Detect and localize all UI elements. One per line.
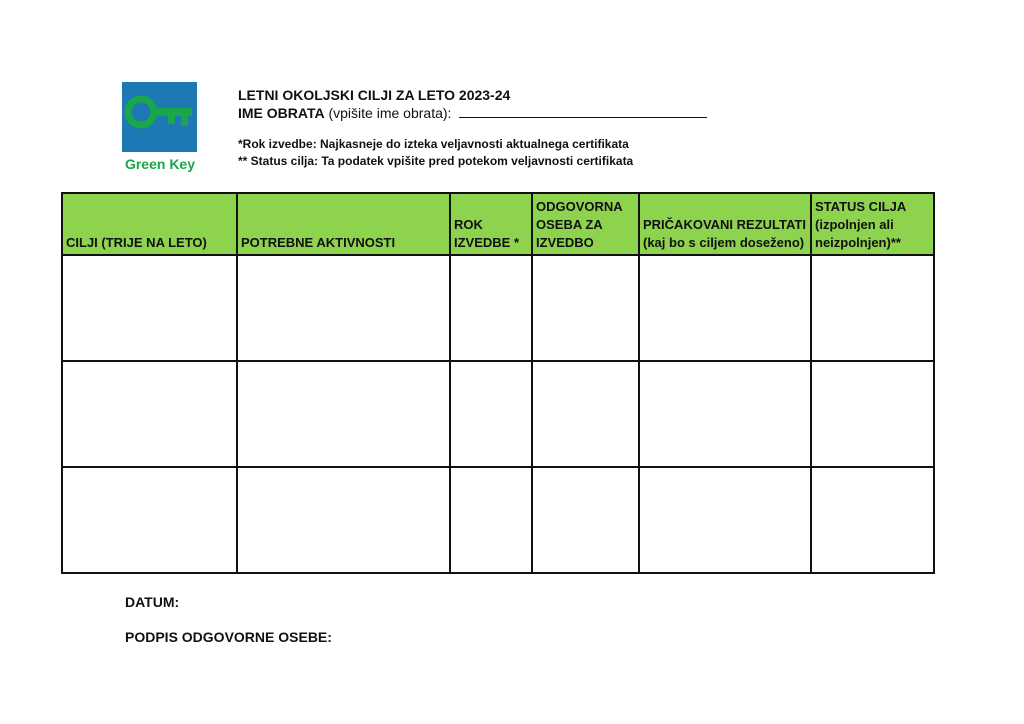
column-header-responsible: ODGOVORNA OSEBA ZA IZVEDBO [532,193,639,255]
table-cell[interactable] [811,255,934,361]
key-icon [122,82,197,152]
note-deadline: *Rok izvedbe: Najkasneje do izteka veljavnosti aktualnega certifikata [238,137,629,151]
business-name-hint: (vpišite ime obrata): [328,105,452,121]
table-cell[interactable] [62,361,237,467]
column-header-deadline: ROK IZVEDBE * [450,193,532,255]
logo-text: Green Key [124,156,196,172]
table-cell[interactable] [811,361,934,467]
date-label: DATUM: [125,594,180,610]
column-header-results: PRIČAKOVANI REZULTATI (kaj bo s ciljem doseženo) [639,193,811,255]
table-cell[interactable] [639,255,811,361]
table-cell[interactable] [62,467,237,573]
table-cell[interactable] [450,467,532,573]
business-name-field[interactable] [459,105,707,118]
table-cell[interactable] [237,361,450,467]
table-cell[interactable] [237,467,450,573]
signature-label: PODPIS ODGOVORNE OSEBE: [125,629,332,645]
table-row [62,255,934,361]
table-cell[interactable] [532,361,639,467]
table-cell[interactable] [532,255,639,361]
logo-square [122,82,197,152]
table-cell[interactable] [811,467,934,573]
green-key-logo [120,82,200,176]
table-cell[interactable] [450,361,532,467]
table-cell[interactable] [237,255,450,361]
page-title: LETNI OKOLJSKI CILJI ZA LETO 2023-24 [238,87,511,103]
business-name-label: IME OBRATA [238,105,325,121]
table-cell[interactable] [450,255,532,361]
table-cell[interactable] [639,361,811,467]
note-status: ** Status cilja: Ta podatek vpišite pred potekom veljavnosti certifikata [238,154,634,168]
column-header-activities: POTREBNE AKTIVNOSTI [237,193,450,255]
business-name-line [238,104,798,122]
column-header-status: STATUS CILJA (izpolnjen ali neizpolnjen)** [811,193,934,255]
table-header-row [62,193,934,255]
table-row [62,361,934,467]
table-cell[interactable] [639,467,811,573]
column-header-goals: CILJI (TRIJE NA LETO) [62,193,237,255]
goals-table [61,192,935,574]
notes [238,136,798,170]
table-cell[interactable] [532,467,639,573]
table-row [62,467,934,573]
document-header [238,86,798,170]
table-cell[interactable] [62,255,237,361]
